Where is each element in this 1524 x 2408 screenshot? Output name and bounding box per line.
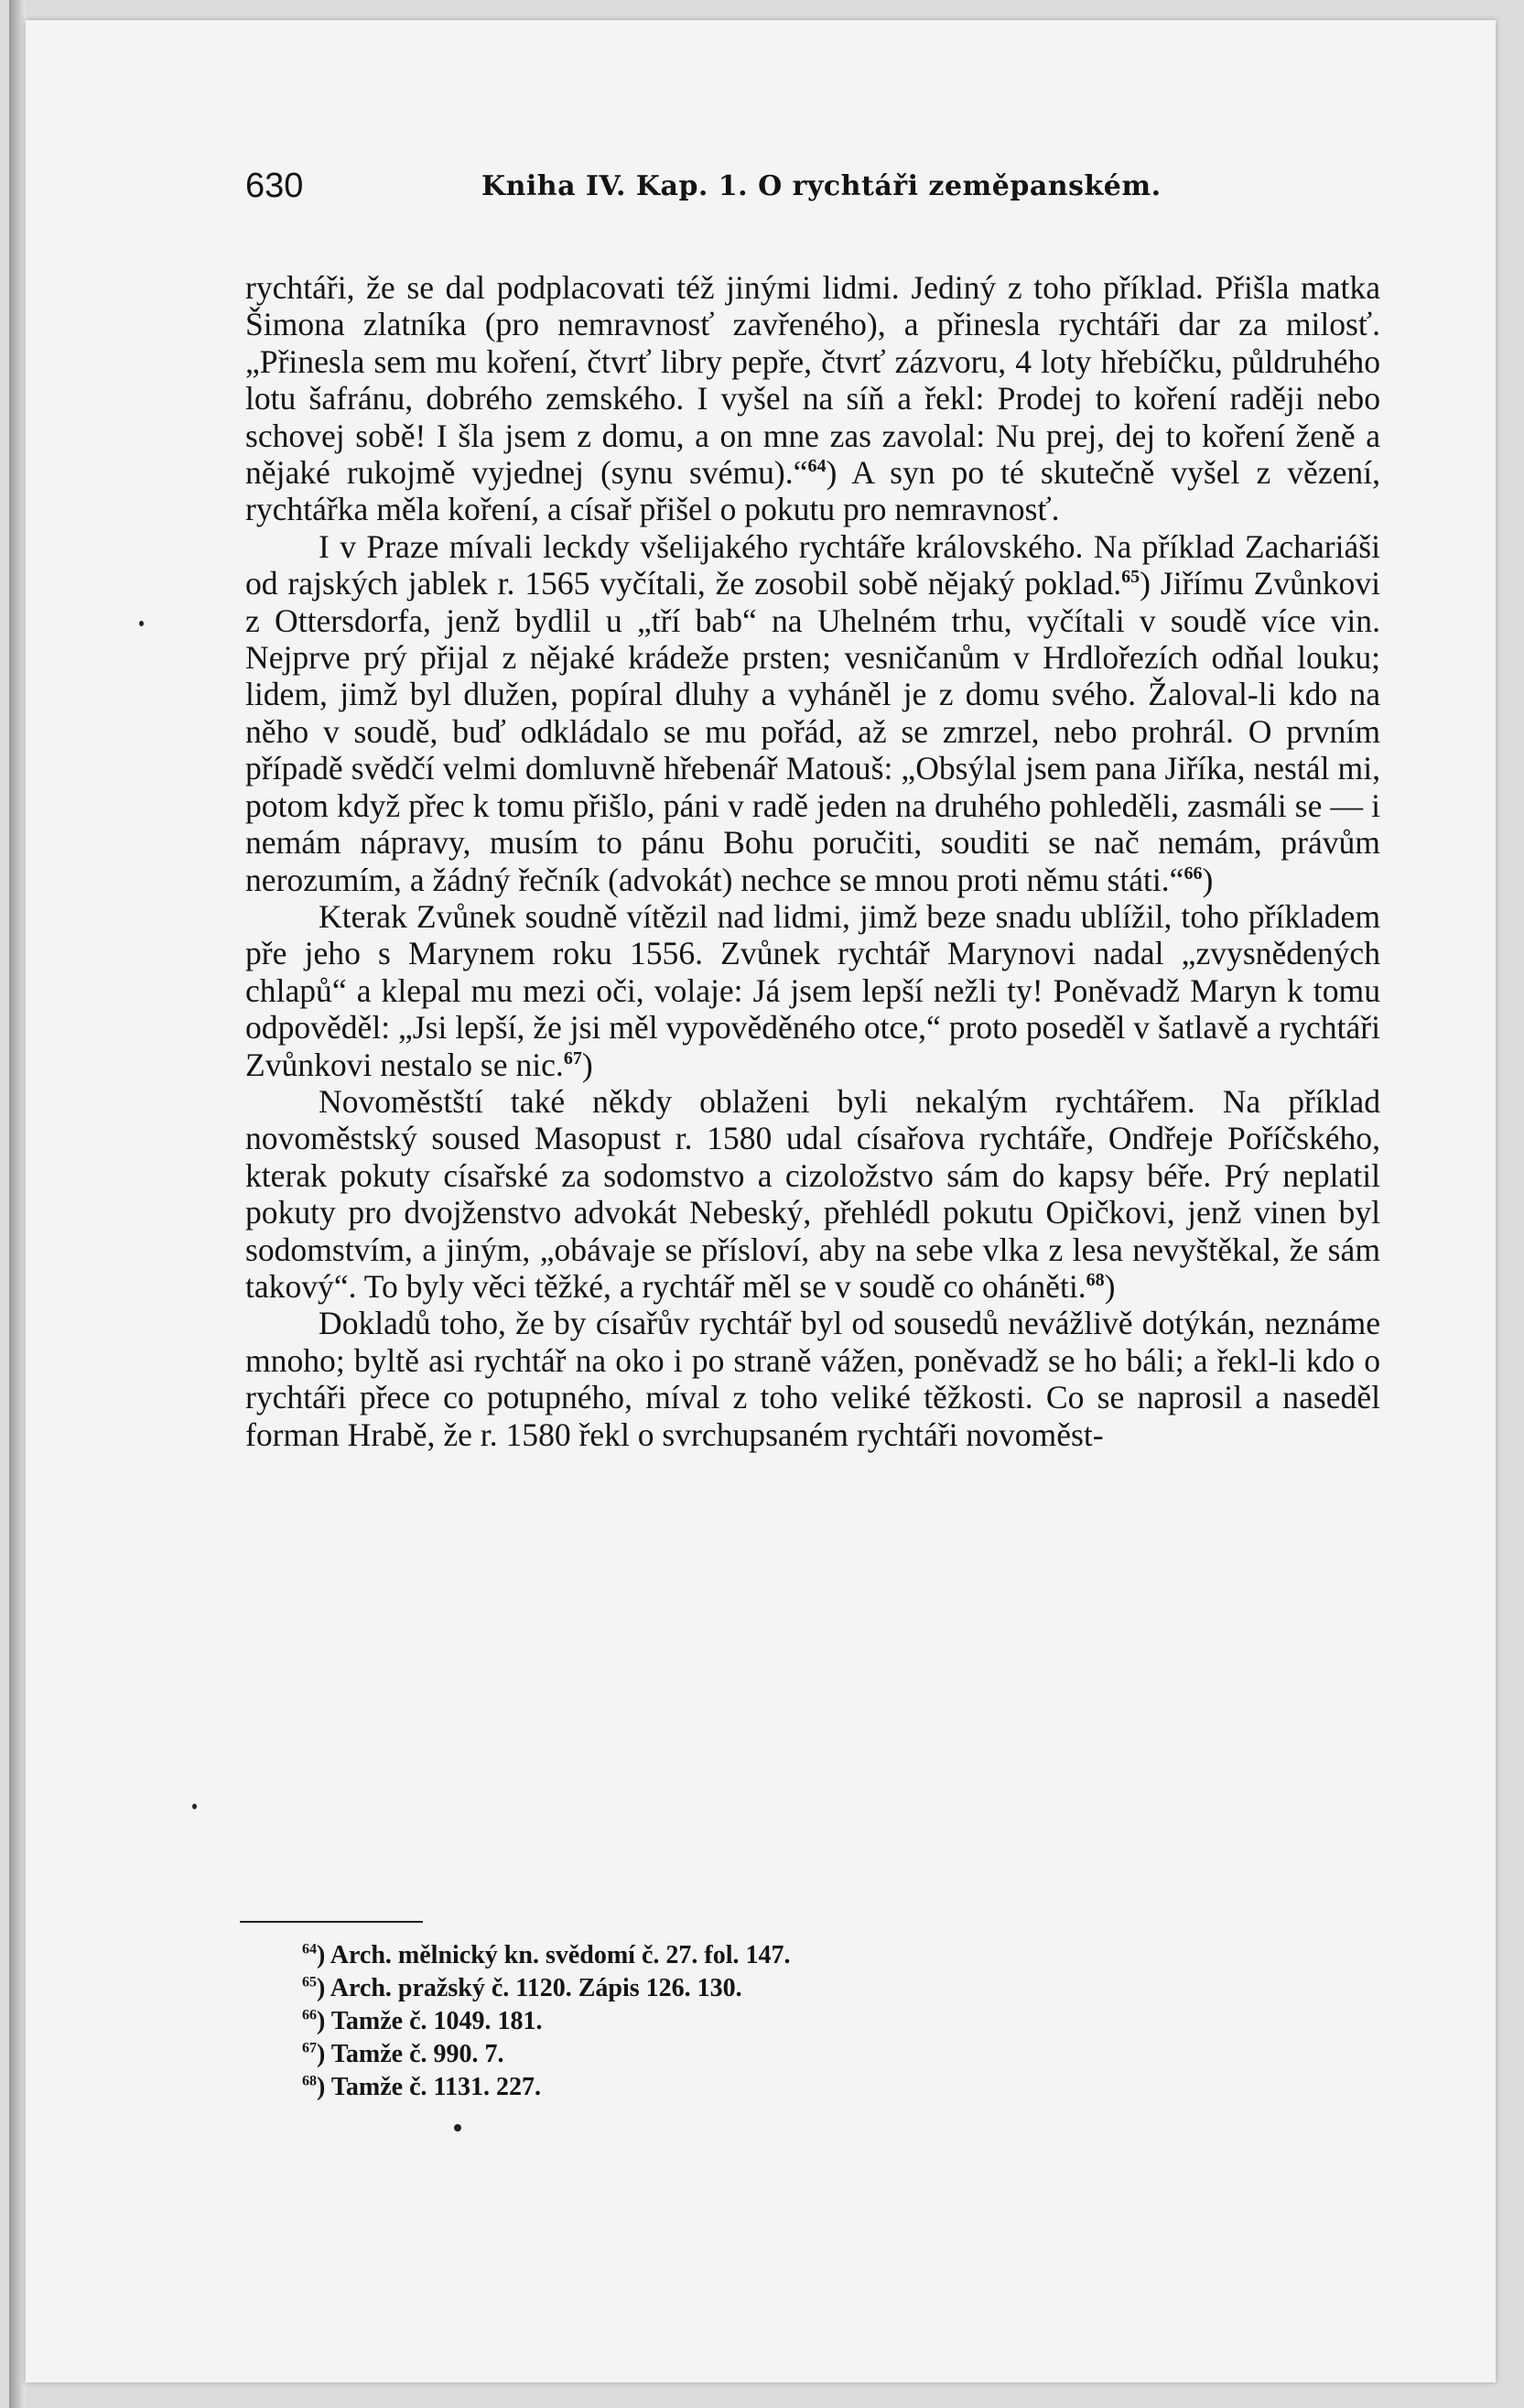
footnote-ref-66: 66 [1184, 862, 1203, 884]
paragraph-4: Novoměstští také někdy oblaženi byli nekalým rychtářem. Na příklad novoměstský soused Masopust r. 1580 udal císařova rychtáře, Ondřeje Poříčského, kterak pokuty císařské za sodomstvo a cizoložstvo sám do kapsy béře. Prý neplatil pokuty pro dvojženstvo advokát Nebeský, přehlédl pokutu Opičkovi, jenž vinen byl sodomstvím, a jiným, „obávaje se přísloví, aby na sebe vlka z lesa nevyštěkal, že sám takový“. To byly věci těžké, a rychtář měl se v soudě co oháněti.$^{68}$) [245, 1082, 1380, 1305]
ink-speck [192, 1804, 197, 1809]
page-header [245, 167, 1380, 212]
page-number: 630 [245, 167, 304, 205]
main-text [245, 269, 1380, 1453]
footnote-67: $^{67}$) Tamže č. 990. 7. [302, 2040, 504, 2068]
footnote-65: $^{65}$) Arch. pražský č. 1120. Zápis 126. 130. [302, 1974, 742, 2002]
footnote-68: $^{68}$) Tamže č. 1131. 227. [302, 2073, 541, 2101]
paragraph-3: Kterak Zvůnek soudně vítězil nad lidmi, jimž beze snadu ublížil, toho příkladem pře jeho s Marynem roku 1556. Zvůnek rychtář Marynovi nadal „zvysnědených chlapů“ a klepal mu mezi oči, volaje: Já jsem lepší nežli ty! Poněvadž Maryn k tomu odpověděl: „Jsi lepší, že jsi měl vypověděného otce,“ proto poseděl v šatlavě a rychtáři Zvůnkovi nestalo se nic.$^{67}$) [245, 897, 1380, 1083]
paragraph-2: I v Praze mívali leckdy všelijakého rychtáře královského. Na příklad Zachariáši od rajských jablek r. 1565 vyčítali, že zosobil sobě nějaký poklad.$^{65}$) Jiřímu Zvůnkovi z Ottersdorfa, jenž bydlil u „tří bab“ na Uhelném trhu, vyčítali v soudě více vin. Nejprve prý přijal z nějaké krádeže prsten; vesničanům v Hrdlořezích odňal louku; lidem, jimž byl dlužen, popíral dluhy a vyháněl je z domu svého. Žaloval-li kdo na něho v soudě, buď odkládalo se mu pořád, až se zmrzel, nebo prohrál. O prvním případě svědčí velmi domluvně hřebenář Matouš: „Obsýlal jsem pana Jiříka, nestál mi, potom když přec k tomu přišlo, páni v radě jeden na druhého pohleděli, zasmáli se — i nemám nápravy, musím to pánu Bohu poručiti, souditi se nač nemám, právům nerozumím, a žádný řečník (advokát) nechce se mnou proti němu státi.“$^{66}$) [245, 527, 1380, 898]
footnote-64: $^{64}$) Arch. mělnický kn. svědomí č. 27. fol. 147. [302, 1941, 791, 1969]
footnote-divider [240, 1921, 423, 1923]
running-title: Kniha IV. Kap. 1. O rychtáři zeměpanském. [481, 170, 1162, 202]
footnote-ref-64: 64 [807, 456, 827, 477]
book-binding-edge [9, 0, 26, 2408]
footnote-ref-65: 65 [1121, 567, 1140, 588]
footnote-ref-67: 67 [563, 1047, 582, 1068]
footnote-66: $^{66}$) Tamže č. 1049. 181. [302, 2007, 543, 2035]
footnotes [302, 1939, 1126, 2104]
footnote-ref-68: 68 [1086, 1270, 1105, 1291]
ink-speck [454, 2124, 461, 2131]
paragraph-1: rychtáři, že se dal podplacovati též jinými lidmi. Jediný z toho příklad. Přišla matka Šimona zlatníka (pro nemravnosť zavřeného), a přinesla rychtáři dar za milosť. „Přinesla sem mu koření, čtvrť libry pepře, čtvrť zázvoru, 4 loty hřebíčku, půldruhého lotu šafránu, dobrého zemského. I vyšel na síň a řekl: Prodej to koření raději nebo schovej sobě! I šla jsem z domu, a on mne zas zavolal: Nu prej, dej to koření ženě a nějaké rukojmě vyjednej (synu svému).“$^{64}$) A syn po té skutečně vyšel z vězení, rychtářka měla koření, a císař přišel o pokutu pro nemravnosť. [245, 269, 1380, 528]
paragraph-5: Dokladů toho, že by císařův rychtář byl od sousedů nevážlivě dotýkán, neznáme mnoho; byltě asi rychtář na oko i po straně vážen, poněvadž se ho báli; a řekl-li kdo o rychtáři přece co potupného, míval z toho veliké těžkosti. Co se naprosil a naseděl forman Hrabě, že r. 1580 řekl o svrchupsaném rychtáři novoměst- [245, 1305, 1380, 1453]
ink-speck [139, 621, 144, 626]
